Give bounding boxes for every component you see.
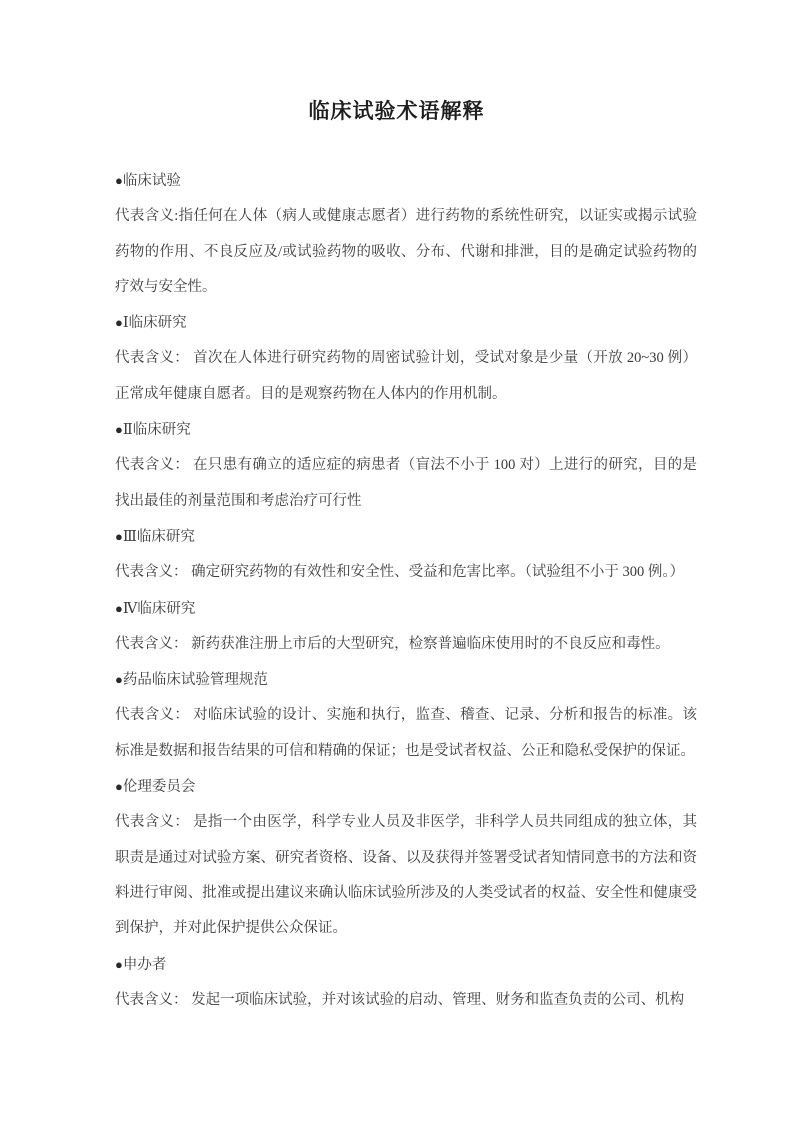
term-heading: [115, 163, 697, 199]
term-label: Ⅳ临床研究: [122, 600, 196, 617]
term-heading: [115, 947, 697, 983]
term-label: Ⅲ临床研究: [122, 528, 195, 545]
term-label: Ⅰ临床研究: [122, 315, 187, 332]
glossary-content: [115, 163, 697, 1018]
term-heading: [115, 519, 697, 555]
term-definition: 代表含义:指任何在人体（病人或健康志愿者）进行药物的系统性研究，以证实或揭示试验药物的作用、不良反应及/或试验药物的吸收、分布、代谢和排泄，目的是确定试验药物的疗效与安全性。: [115, 208, 697, 295]
glossary-section-sponsor: [115, 947, 697, 1019]
glossary-section-phase4: [115, 591, 697, 663]
bullet-icon: ●: [115, 779, 123, 795]
term-heading: [115, 591, 697, 627]
bullet-icon: ●: [115, 956, 123, 972]
bullet-icon: ●: [115, 315, 123, 331]
term-label: 伦理委员会: [122, 779, 196, 796]
term-definition: 代表含义： 发起一项临床试验，并对该试验的启动、管理、财务和监查负责的公司、机构: [115, 991, 685, 1008]
glossary-section-gcp: [115, 662, 697, 769]
bullet-icon: ●: [115, 173, 123, 188]
term-heading: [115, 305, 697, 341]
bullet-icon: ●: [115, 528, 123, 544]
term-heading: [115, 662, 697, 698]
term-definition: 代表含义： 首次在人体进行研究药物的周密试验计划，受试对象是少量（开放 20~30 例）正常成年健康自愿者。目的是观察药物在人体内的作用机制。: [115, 350, 697, 402]
term-definition: 代表含义： 对临床试验的设计、实施和执行，监查、稽查、记录、分析和报告的标准。该标准是数据和报告结果的可信和精确的保证；也是受试者权益、公正和隐私受保护的保证。: [115, 707, 697, 759]
term-definition: 代表含义： 在只患有确立的适应症的病患者（盲法不小于 100 对）上进行的研究，目的是找出最佳的剂量范围和考虑治疗可行性: [115, 457, 697, 509]
glossary-section-phase3: [115, 519, 697, 591]
glossary-section-phase1: [115, 305, 697, 412]
glossary-section-clinical-trial: [115, 163, 697, 305]
glossary-section-phase2: [115, 412, 697, 519]
glossary-section-ethics-committee: [115, 769, 697, 946]
term-definition: 代表含义： 是指一个由医学，科学专业人员及非医学，非科学人员共同组成的独立体，其职责是通过对试验方案、研究者资格、设备、以及获得并签署受试者知情同意书的方法和资料进行审阅、批准或提出建议来确认临床试验所涉及的人类受试者的权益、安全性和健康受到保护，并对此保护提供公众保证。: [115, 814, 697, 937]
bullet-icon: ●: [115, 600, 123, 616]
term-label: 临床试验: [122, 173, 181, 189]
page-title: 临床试验术语解释: [308, 99, 485, 123]
term-definition: 代表含义： 确定研究药物的有效性和安全性、受益和危害比率。（试验组不小于 300 例。）: [115, 564, 685, 581]
term-label: 药品临床试验管理规范: [122, 672, 268, 689]
bullet-icon: ●: [115, 672, 123, 688]
bullet-icon: ●: [115, 422, 123, 438]
term-heading: [115, 769, 697, 805]
term-definition: 代表含义： 新药获准注册上市后的大型研究，检察普遍临床使用时的不良反应和毒性。: [115, 635, 670, 652]
term-label: Ⅱ临床研究: [122, 422, 191, 439]
term-label: 申办者: [122, 956, 167, 973]
term-heading: [115, 412, 697, 448]
